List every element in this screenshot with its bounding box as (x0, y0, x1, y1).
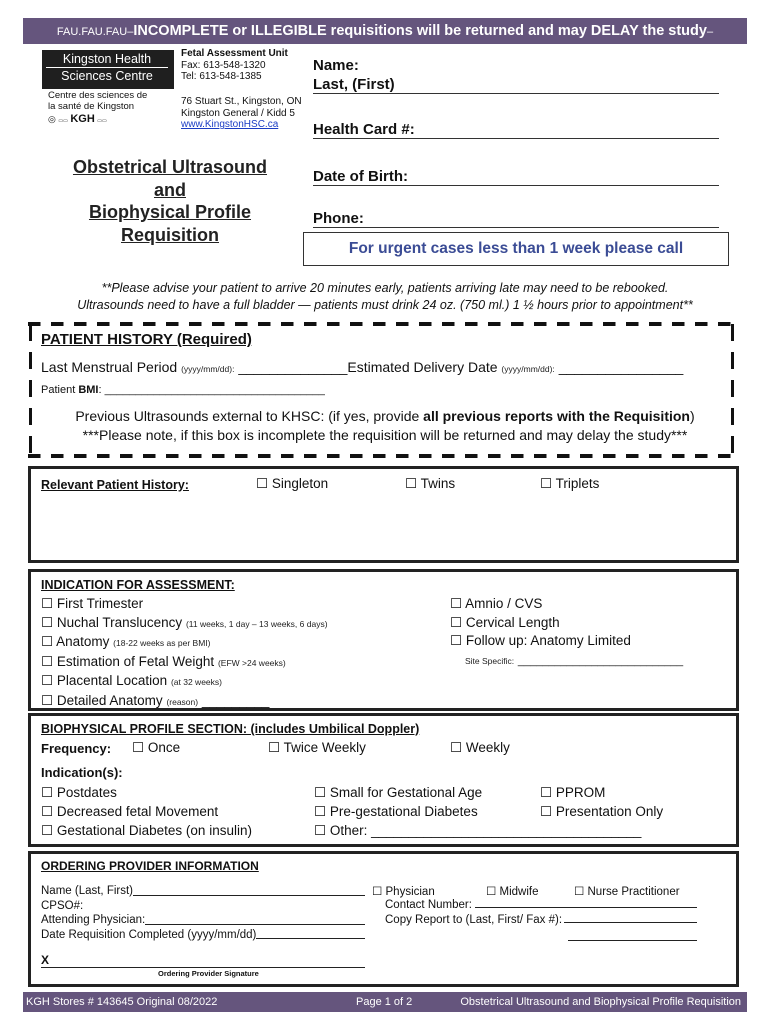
bpp-title: BIOPHYSICAL PROFILE SECTION: (includes Umbilical Doppler) (41, 722, 420, 736)
physician-checkbox[interactable]: ☐ Physician (372, 886, 435, 898)
midwife-checkbox[interactable]: ☐ Midwife (486, 886, 539, 898)
indication-left-column (41, 595, 328, 711)
amnio-checkbox[interactable]: ☐ Amnio / CVS (450, 596, 543, 611)
presentation-checkbox[interactable]: ☐ Presentation Only (540, 804, 664, 819)
twins-checkbox[interactable]: ☐ Twins (405, 476, 456, 491)
nuchal-checkbox[interactable]: ☐ Nuchal Translucency (11 weeks, 1 day – 13 weeks, 6 days) (41, 614, 328, 630)
frequency-label: Frequency: (41, 741, 112, 756)
name-label: Name: (313, 57, 359, 74)
provider-title: ORDERING PROVIDER INFORMATION (41, 859, 259, 873)
partner-logos: ◎ ▭▭ KGH ▭▭ (48, 113, 107, 125)
bpp-col1 (41, 783, 252, 840)
cpso-field[interactable]: CPSO#: (41, 899, 84, 912)
triplets-checkbox[interactable]: ☐ Triplets (540, 476, 600, 491)
unit-info: Fetal Assessment Unit Fax: 613-548-1320 Tel: 613-548-1385 (181, 48, 288, 82)
followup-anatomy-checkbox[interactable]: ☐ Follow up: Anatomy Limited (450, 633, 631, 648)
provider-left (41, 884, 365, 942)
other-checkbox[interactable]: ☐ Other: ____________________________________ (314, 823, 642, 838)
indication-title: INDICATION FOR ASSESSMENT: (41, 578, 235, 592)
cervical-length-checkbox[interactable]: ☐ Cervical Length (450, 614, 560, 630)
patient-history-title: PATIENT HISTORY (Required) (41, 331, 252, 348)
indications-label: Indication(s): (41, 765, 123, 780)
dashed-border-top (28, 322, 738, 326)
nurse-practitioner-checkbox[interactable]: ☐ Nurse Practitioner (574, 886, 680, 898)
twice-weekly-checkbox[interactable]: ☐ Twice Weekly (268, 740, 366, 755)
pregestational-diabetes-checkbox[interactable]: ☐ Pre-gestational Diabetes (314, 804, 478, 819)
detailed-anatomy-checkbox[interactable]: ☐ Detailed Anatomy (reason) _________ (41, 692, 270, 708)
dashed-border-right (731, 324, 734, 456)
copy-report-field[interactable]: Copy Report to (Last, First/ Fax #): (385, 914, 697, 926)
indication-right-column (450, 595, 683, 670)
lmp-edd-row[interactable]: Last Menstrual Period (yyyy/mm/dd): ______________Estimated Delivery Date (yyyy/mm/dd): ________________ (41, 359, 684, 375)
patient-advisory: **Please advise your patient to arrive 20 minutes early, patients arriving late may need to be rebooked. Ultrasounds need to have a full bladder — patients must drink 24 oz. (750 ml.) 1 ½ hours prior to appointment** (77, 281, 693, 312)
first-trimester-checkbox[interactable]: ☐ First Trimester (41, 596, 144, 611)
signature-line[interactable]: X (41, 953, 365, 968)
website-link[interactable]: www.KingstonHSC.ca (181, 119, 279, 130)
bmi-field[interactable]: Patient BMI: ____________________________________ (41, 384, 325, 396)
sga-checkbox[interactable]: ☐ Small for Gestational Age (314, 785, 483, 800)
placental-checkbox[interactable]: ☐ Placental Location (at 32 weeks) (41, 673, 222, 688)
attending-physician-field[interactable]: Attending Physician: (41, 913, 365, 928)
anatomy-checkbox[interactable]: ☐ Anatomy (18-22 weeks as per BMI) (41, 634, 211, 649)
once-checkbox[interactable]: ☐ Once (132, 740, 181, 755)
postdates-checkbox[interactable]: ☐ Postdates (41, 785, 117, 800)
previous-ultrasounds-note: Previous Ultrasounds external to KHSC: (if yes, provide all previous reports with the Requisition) ***Please note, if this box is incomplete the requisition will be returned and may delay the study*** (75, 408, 695, 443)
site-specific-field[interactable]: Site Specific: ___________________________ (465, 654, 684, 667)
date-completed-field[interactable]: Date Requisition Completed (yyyy/mm/dd) (41, 928, 365, 943)
contact-number-field[interactable]: Contact Number: (385, 899, 697, 911)
footer-bar: KGH Stores # 143645 Original 08/2022 Page 1 of 2 Obstetrical Ultrasound and Biophysical Profile Requisition (23, 992, 747, 1012)
form-title: Obstetrical Ultrasound and Biophysical Profile Requisition (72, 157, 268, 245)
provider-name-field[interactable]: Name (Last, First) (41, 884, 365, 899)
name-field[interactable]: Last, (First) (313, 76, 719, 94)
weekly-checkbox[interactable]: ☐ Weekly (450, 740, 510, 755)
bpp-col3 (540, 783, 663, 821)
signature-caption: Ordering Provider Signature (158, 969, 259, 978)
dashed-border-left (29, 324, 32, 456)
unit-address: 76 Stuart St., Kingston, ON Kingston General / Kidd 5 www.KingstonHSC.ca (181, 96, 302, 130)
relevant-history-title: Relevant Patient History: (41, 478, 189, 492)
warning-banner: FAU.FAU.FAU–INCOMPLETE or ILLEGIBLE requisitions will be returned and may DELAY the study–FAU.FAU.FAU (23, 18, 747, 44)
copy-report-extra-line[interactable] (568, 940, 697, 941)
dashed-border-bottom (28, 454, 738, 458)
dob-field[interactable]: Date of Birth: (313, 168, 719, 186)
pprom-checkbox[interactable]: ☐ PPROM (540, 785, 606, 800)
health-card-field[interactable]: Health Card #: (313, 121, 719, 139)
singleton-checkbox[interactable]: ☐ Singleton (256, 476, 329, 491)
khsc-logo: Kingston Health Sciences Centre Centre des sciences de la santé de Kingston ◎ ▭▭ KGH ▭▭ (42, 50, 172, 130)
urgent-notice: For urgent cases less than 1 week please call (303, 232, 729, 266)
gestational-diabetes-checkbox[interactable]: ☐ Gestational Diabetes (on insulin) (41, 823, 252, 838)
decreased-movement-checkbox[interactable]: ☐ Decreased fetal Movement (41, 804, 219, 819)
efw-checkbox[interactable]: ☐ Estimation of Fetal Weight (EFW >24 weeks) (41, 653, 286, 669)
phone-field[interactable]: Phone: (313, 210, 719, 228)
